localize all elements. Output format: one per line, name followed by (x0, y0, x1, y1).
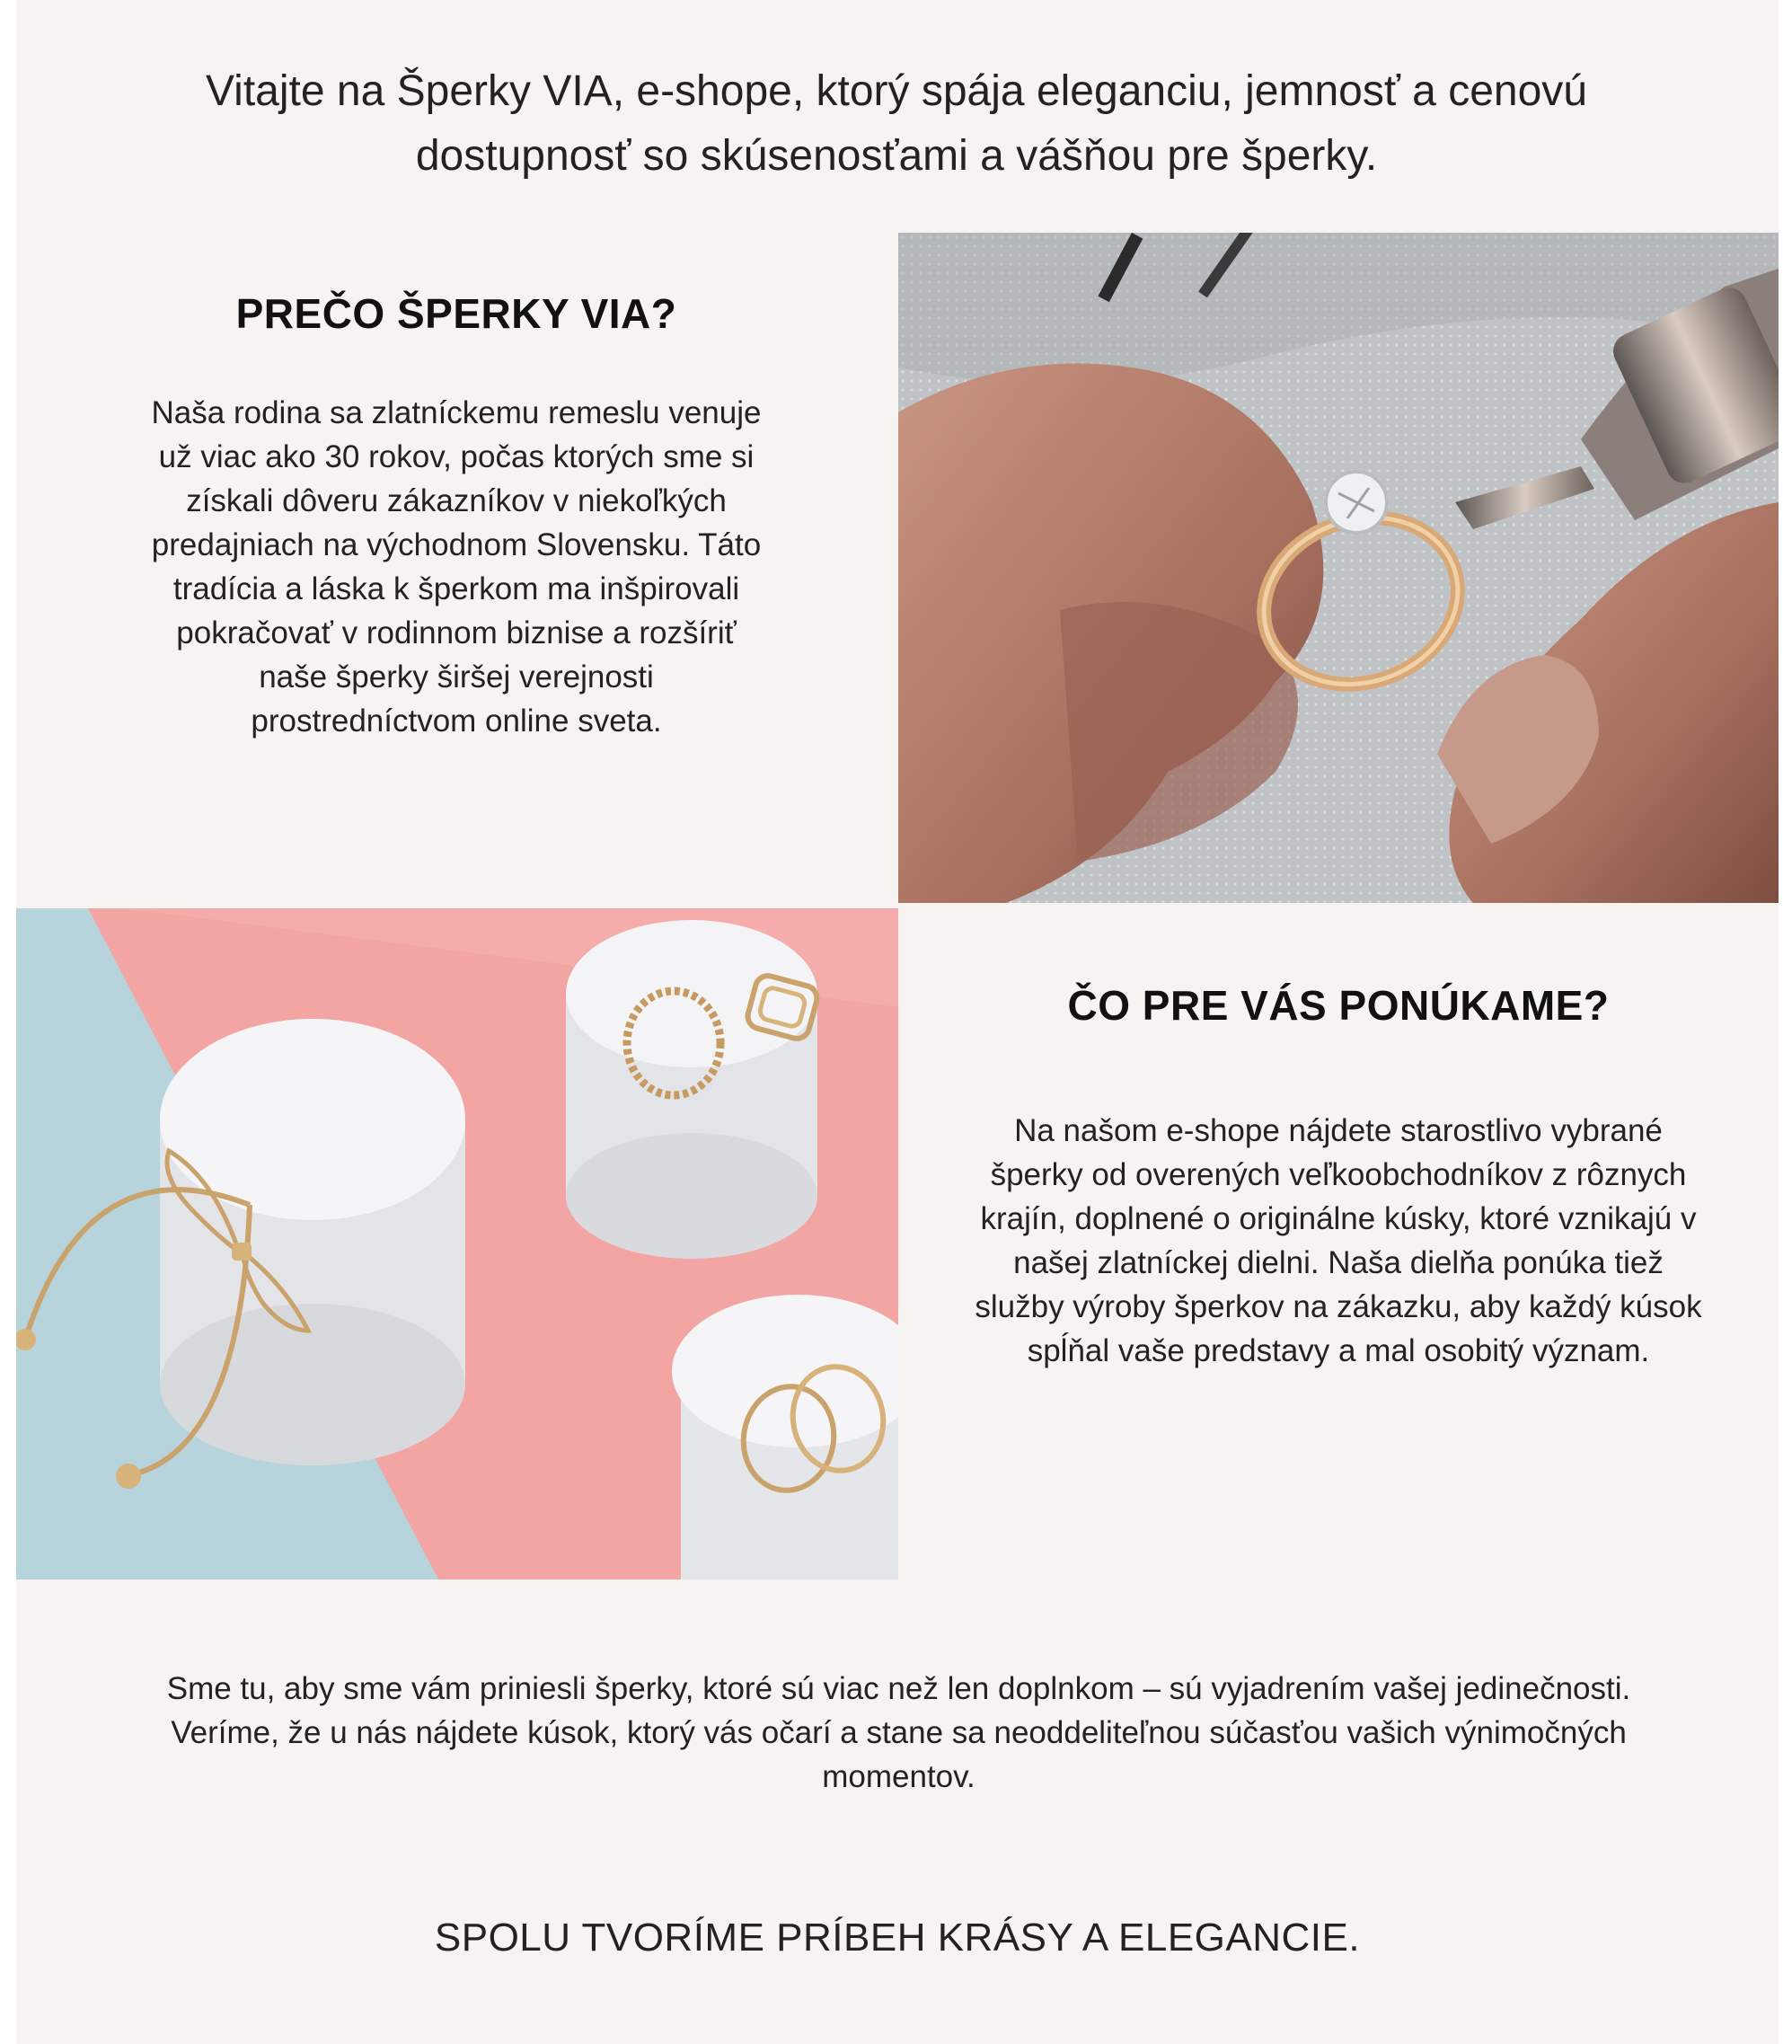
offer-line: spĺňal vaše predstavy a mal osobitý význam. (1027, 1333, 1650, 1368)
why-line: získali dôveru zákazníkov v niekoľkých (186, 483, 727, 518)
closing-line: Sme tu, aby sme vám priniesli šperky, ktoré sú viac než len doplnkom – sú vyjadrením vašej jedinečnosti. (166, 1671, 1631, 1706)
intro-line-2: dostupnosť so skúsenosťami a vášňou pre šperky. (415, 132, 1378, 180)
intro-line-1: Vitajte na Šperky VIA, e-shope, ktorý spája eleganciu, jemnosť a cenovú (206, 67, 1587, 115)
offer-paragraph (925, 1109, 1752, 1373)
jeweler-ring-photo (898, 233, 1779, 903)
why-line: predajniach na východnom Slovensku. Táto (151, 527, 762, 562)
why-line: už viac ako 30 rokov, počas ktorých sme si (158, 439, 755, 474)
closing-line: Veríme, že u nás nájdete kúsok, ktorý vás očarí a stane sa neoddeliteľnou súčasťou vašich výnimočných (171, 1715, 1627, 1750)
offer-heading: ČO PRE VÁS PONÚKAME? (1067, 982, 1610, 1029)
offer-line: krajín, doplnené o originálne kúsky, ktoré vznikajú v (980, 1201, 1697, 1236)
why-line: Naša rodina sa zlatníckemu remeslu venuje (151, 395, 762, 430)
why-line: prostredníctvom online sveta. (251, 703, 662, 739)
about-page (16, 0, 1779, 2044)
closing-paragraph (70, 1667, 1727, 1799)
why-heading: PREČO ŠPERKY VIA? (235, 290, 677, 337)
offer-line: služby výroby šperkov na zákazku, aby každý kúsok (975, 1289, 1702, 1324)
offer-line: Na našom e-shope nájdete starostlivo vybrané (1014, 1113, 1663, 1148)
offer-line: šperky od overených veľkoobchodníkov z rôznych (990, 1157, 1687, 1192)
why-paragraph (70, 391, 843, 743)
tagline: SPOLU TVORÍME PRÍBEH KRÁSY A ELEGANCIE. (434, 1916, 1361, 1960)
jewelry-pedestals-photo (16, 908, 898, 1579)
intro-text (88, 59, 1705, 189)
offer-line: našej zlatníckej dielni. Naša dielňa ponúka tiež (1013, 1245, 1664, 1280)
why-line: pokračovať v rodinnom biznise a rozšíriť (176, 615, 737, 650)
why-line: tradícia a láska k šperkom ma inšpirovali (172, 571, 740, 606)
closing-line: momentov. (822, 1759, 975, 1794)
why-line: naše šperky širšej verejnosti (259, 659, 654, 695)
